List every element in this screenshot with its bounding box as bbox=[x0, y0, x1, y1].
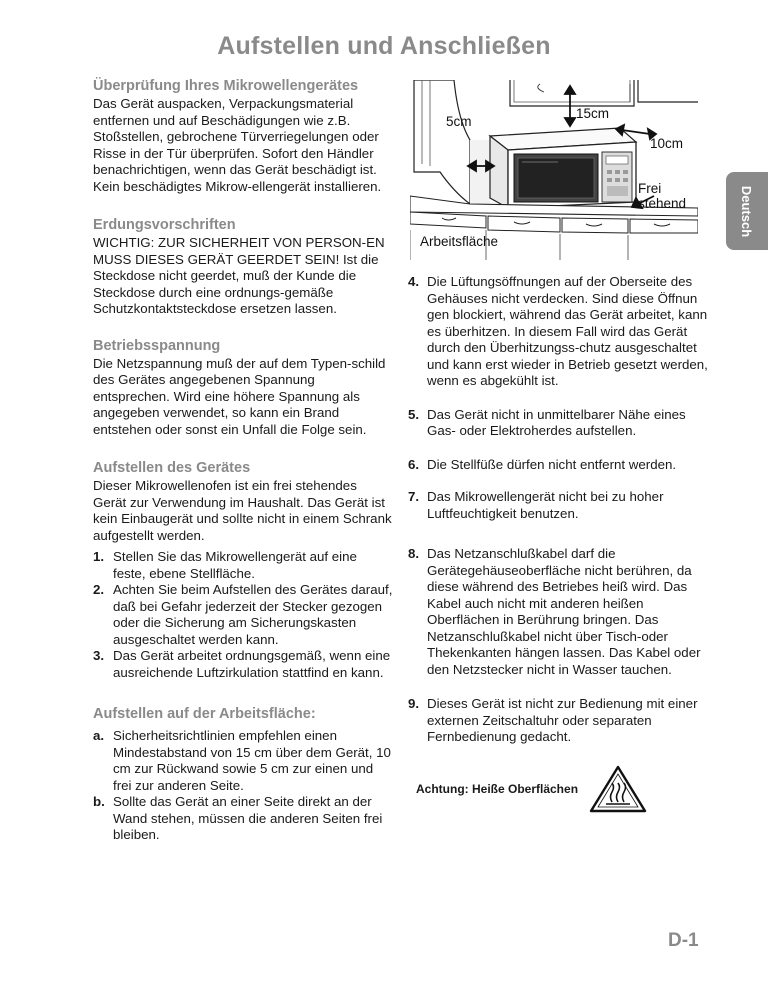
label-5cm: 5cm bbox=[446, 114, 472, 129]
section-grounding bbox=[93, 217, 393, 318]
right-column bbox=[408, 274, 708, 814]
clearance-diagram bbox=[410, 80, 698, 260]
list-item: 4. Die Lüftungsöffnungen auf der Oberseite des Gehäuses nicht verdecken. Sind diese Öffnun gen blockiert, während das Gerät arbeitet, kann es überhitzen. In diesem Fall wird das Gerät durch den Überhitzungss-chutz ausgeschaltet und kann erst wieder in Betrieb gesetzt werden, wenn es abgekühlt ist. bbox=[408, 274, 708, 388]
section-body: Dieser Mikrowellenofen ist ein frei stehendes Gerät zur Verwendung im Haushalt. Das Gerät ist kein Einbaugerät und sollte nicht in einem Schrank aufgestellt werden. bbox=[93, 478, 392, 543]
section-countertop bbox=[93, 706, 393, 844]
label-frei: Frei bbox=[638, 181, 662, 196]
countertop-list bbox=[93, 728, 393, 844]
page-title: Aufstellen und Anschließen bbox=[217, 32, 551, 60]
hot-surface-warning bbox=[416, 764, 708, 814]
section-heading: Betriebsspannung bbox=[93, 337, 221, 354]
label-10cm: 10cm bbox=[650, 136, 684, 151]
list-item: 9. Dieses Gerät ist nicht zur Bedienung mit einer externen Zeitschaltuhr oder separaten Fernbedienung gedacht. bbox=[408, 696, 698, 744]
page-number: D-1 bbox=[668, 930, 699, 951]
label-stehend: stehend bbox=[638, 196, 687, 211]
section-installation bbox=[93, 460, 393, 681]
language-tab-label: Deutsch bbox=[739, 185, 755, 237]
section-heading: Aufstellen auf der Arbeitsfläche: bbox=[93, 706, 316, 722]
warning-label: Achtung: Heiße Oberflächen bbox=[416, 781, 579, 796]
language-tab bbox=[726, 172, 768, 250]
list-item: 8. Das Netzanschlußkabel darf die Gerätegehäuseoberfläche nicht berühren, da diese während des Betriebes heiß wird. Das Kabel auch nicht mit anderen heißen Oberflächen in Berührung bringen. Das Netzanschlußkabel nicht über Tisch-oder Thekenkanten hängen lassen. Das Kabel oder den Netzstecker nicht in Wasser tauchen. bbox=[408, 546, 701, 677]
list-item: 5. Das Gerät nicht in unmittelbarer Nähe eines Gas- oder Elektroherdes aufstellen. bbox=[408, 406, 686, 438]
list-item: 7. Das Mikrowellengerät nicht bei zu hoher Luftfeuchtigkeit benutzen. bbox=[408, 489, 664, 521]
section-voltage bbox=[93, 338, 393, 439]
hot-surface-icon bbox=[588, 764, 648, 814]
section-inspection bbox=[93, 78, 393, 195]
label-arbeitsflaeche: Arbeitsfläche bbox=[420, 234, 499, 249]
section-body: Die Netzspannung muß der auf dem Typen-schild des Gerätes angegebenen Spannung entsprechen. Wird eine höhere Spannung als angegeben verwendet, so kann ein Brand entstehen oder sonst ein Unfall die Folge sein. bbox=[93, 355, 386, 437]
section-body: WICHTIG: ZUR SICHERHEIT VON PERSON-EN MUSS DIESES GERÄT GEERDET SEIN! Ist die Steckdose nicht geerdet, muß der Kunde die Steckdose durch eine ordnungs-gemäße Schutzkontaktsteckdose ersetzen lassen. bbox=[93, 235, 385, 316]
installation-list bbox=[93, 549, 393, 681]
section-body: Das Gerät auspacken, Verpackungsmaterial entfernen und auf Beschädigungen wie z.B. Stoßstellen, gebrochene Türverriegelungen oder Risse in der Tür überprüfen. Sofort den Händler benachrichtigen, wenn das Gerät beschädigt ist. Kein beschädigtes Mikrow-ellengerät installieren. bbox=[93, 96, 382, 194]
list-item: 3. Das Gerät arbeitet ordnungsgemäß, wenn eine ausreichende Luftzirkulation stattfind en kann. bbox=[93, 648, 391, 680]
list-item: 1. Stellen Sie das Mikrowellengerät auf eine feste, ebene Stellfläche. bbox=[93, 549, 357, 581]
list-item: 2. Achten Sie beim Aufstellen des Gerätes darauf, daß bei Gefahr jederzeit der Stecker gezogen oder die Sicherung am Sicherungskasten ausgeschaltet werden kann. bbox=[93, 582, 393, 647]
section-heading: Erdungsvorschriften bbox=[93, 217, 236, 233]
list-item: b. Sollte das Gerät an einer Seite direkt an der Wand stehen, müssen die anderen Seiten frei bleiben. bbox=[93, 794, 383, 842]
list-item: 6. Die Stellfüße dürfen nicht entfernt werden. bbox=[408, 456, 677, 472]
list-item: a. Sicherheitsrichtlinien empfehlen einen Mindestabstand von 15 cm über dem Gerät, 10 cm zur Rückwand sowie 5 cm zur einen und frei zur anderen Seite. bbox=[93, 728, 391, 793]
label-15cm: 15cm bbox=[576, 106, 610, 121]
left-column bbox=[93, 78, 393, 844]
section-heading: Aufstellen des Gerätes bbox=[93, 460, 251, 476]
section-heading: Überprüfung Ihres Mikrowellengerätes bbox=[93, 78, 359, 94]
microwave-illustration bbox=[410, 80, 698, 260]
